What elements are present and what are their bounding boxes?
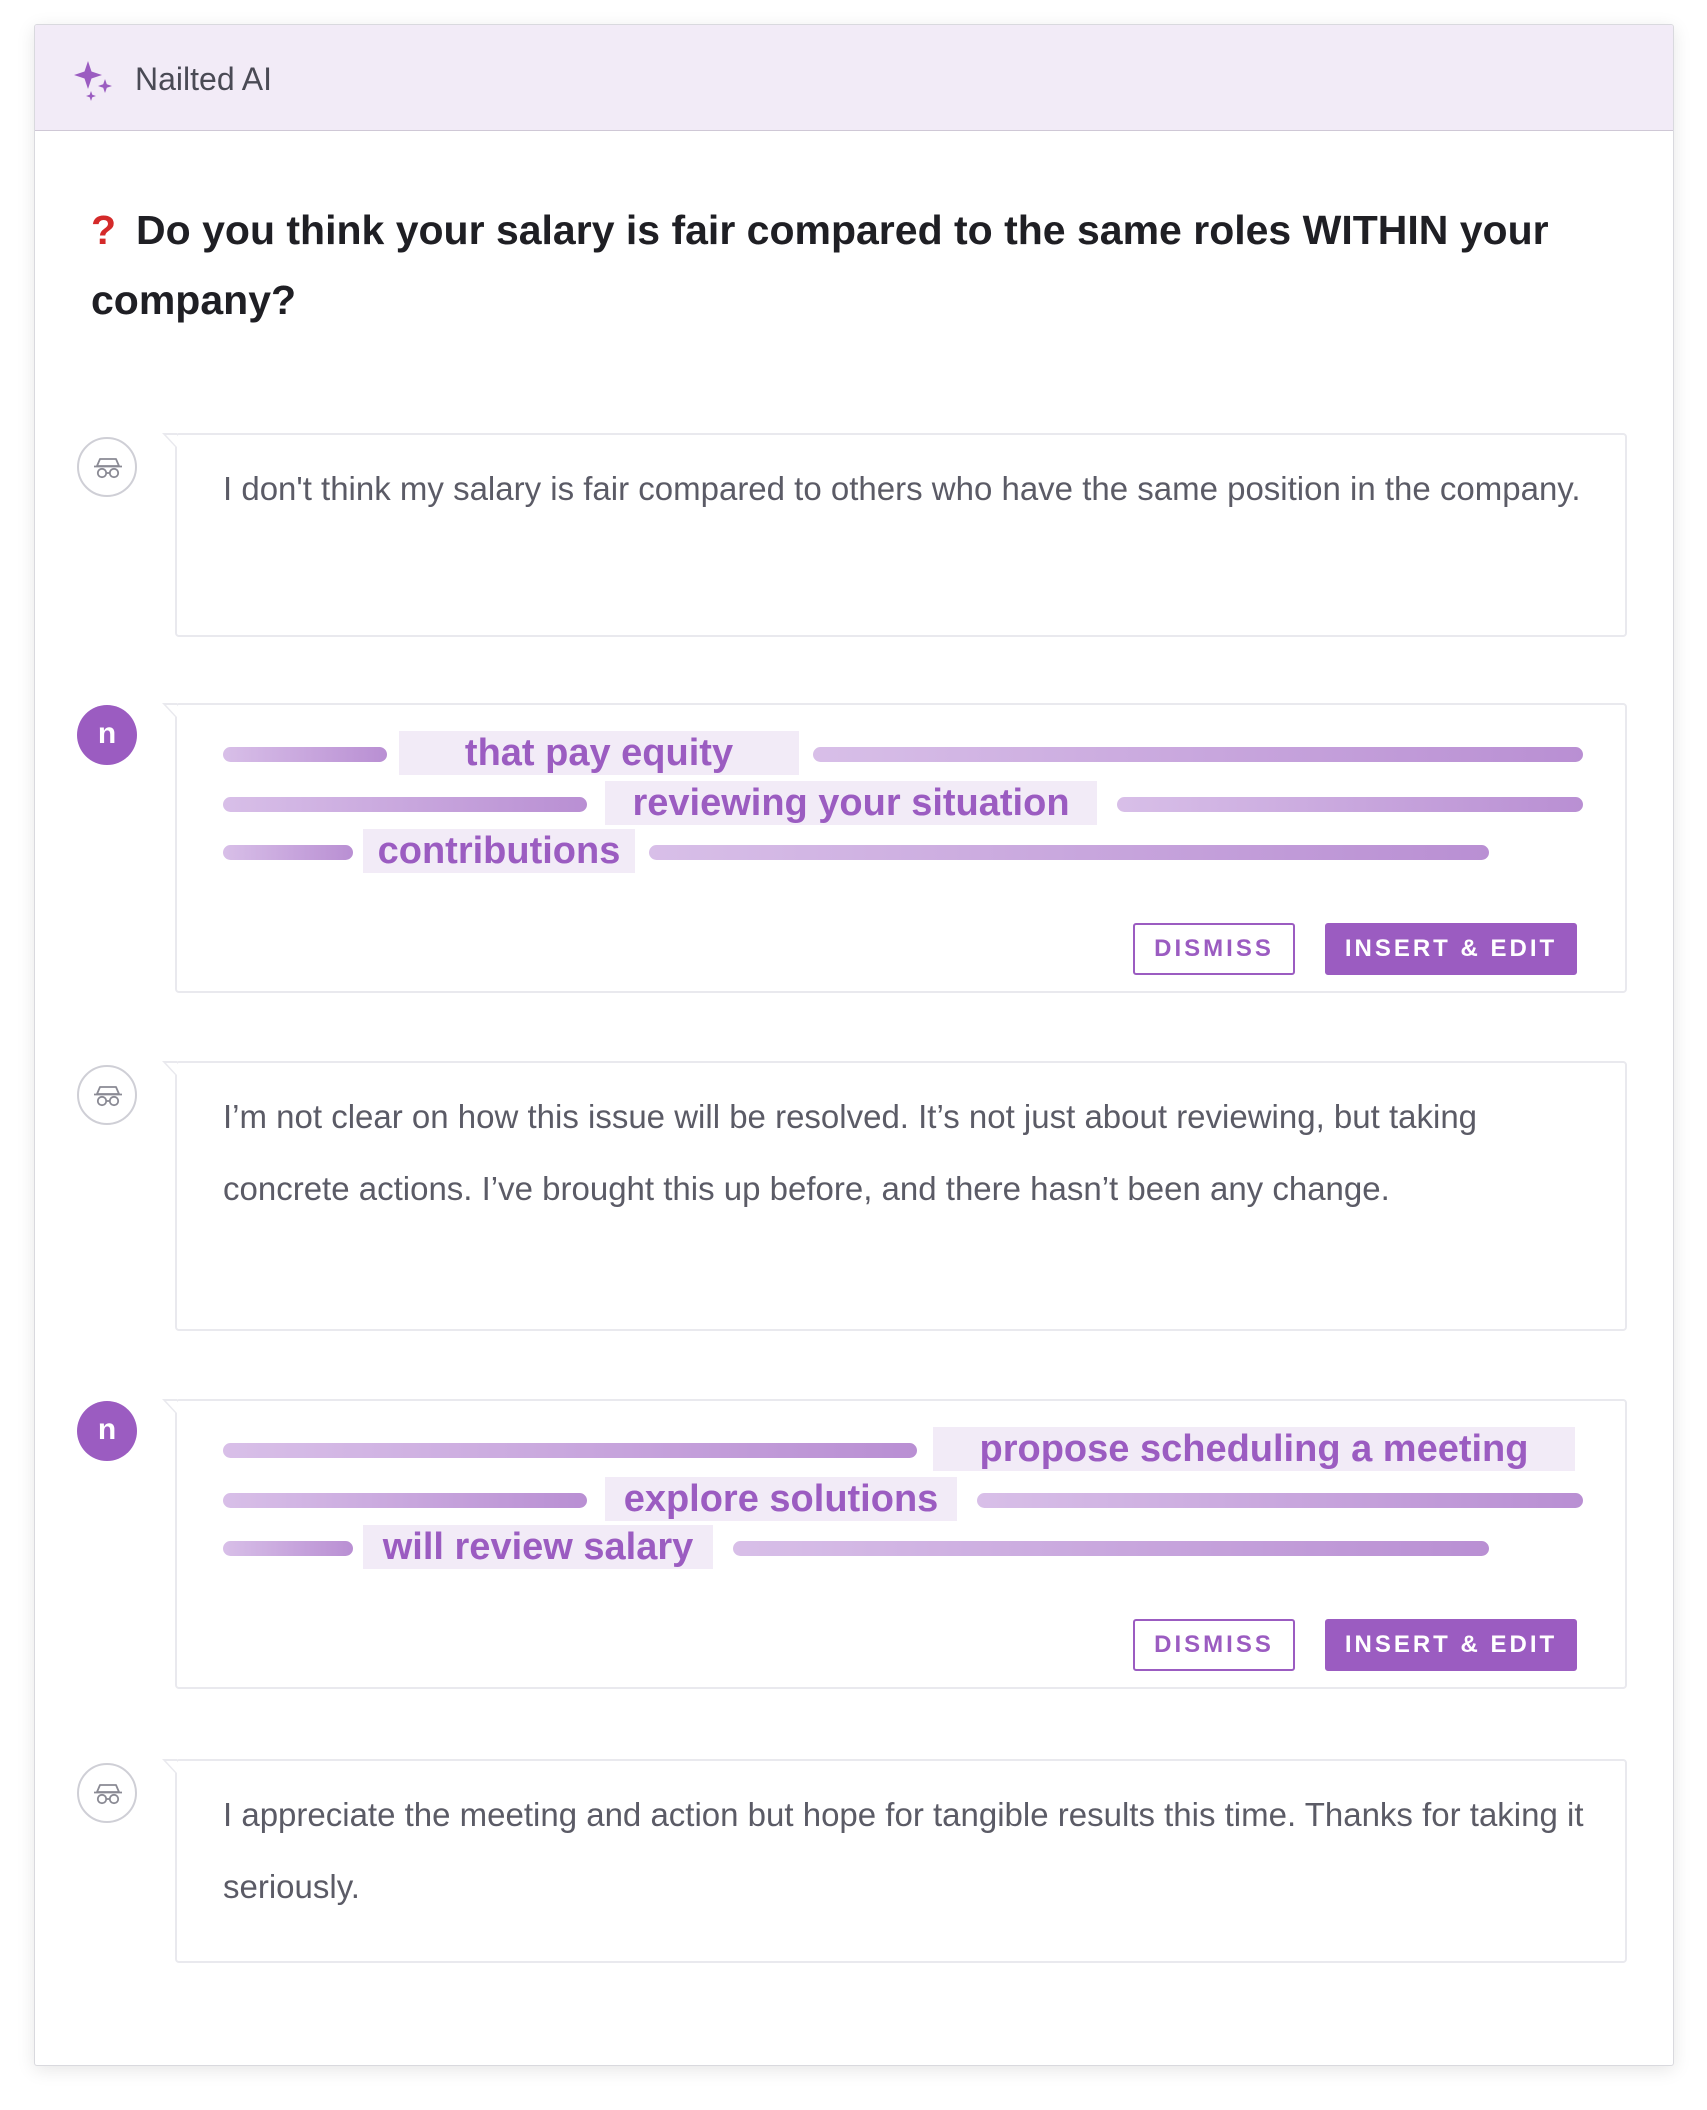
redacted-text-bar [813,747,1583,762]
sparkles-icon [71,57,117,103]
highlight-phrase: reviewing your situation [605,781,1097,825]
redacted-text-bar [1117,797,1583,812]
user-message-bubble [175,1759,1627,1963]
ai-suggestion-bubble [175,1399,1627,1689]
anonymous-user-avatar [77,437,137,497]
message-text: I appreciate the meeting and action but hope for tangible results this time. Thanks for taking it seriously. [223,1796,1584,1905]
user-message-bubble [175,433,1627,637]
highlight-phrase: propose scheduling a meeting [933,1427,1575,1471]
nailted-avatar: n [77,705,137,765]
insert-edit-button[interactable]: INSERT & EDIT [1325,1619,1577,1671]
redacted-text-bar [977,1493,1583,1508]
anonymous-user-avatar [77,1763,137,1823]
redacted-text-bar [223,747,387,762]
redacted-text-bar [223,1541,353,1556]
nailted-avatar: n [77,1401,137,1461]
highlight-phrase: explore solutions [605,1477,957,1521]
incognito-icon [93,1783,123,1805]
anonymous-user-avatar [77,1065,137,1125]
message-text: I don't think my salary is fair compared to others who have the same position in the company. [223,470,1581,507]
redacted-text-bar [223,797,587,812]
highlight-phrase: will review salary [363,1525,713,1569]
redacted-text-bar [223,1443,917,1458]
redacted-text-bar [223,1493,587,1508]
redacted-text-bar [223,845,353,860]
dismiss-button[interactable]: DISMISS [1133,1619,1295,1671]
question [91,195,1631,335]
highlight-phrase: contributions [363,829,635,873]
message-text: I’m not clear on how this issue will be resolved. It’s not just about reviewing, but taking concrete actions. I’ve brought this up before, and there hasn’t been any change. [223,1098,1478,1207]
app-title: Nailted AI [135,61,272,97]
incognito-icon [93,1085,123,1107]
insert-edit-button[interactable]: INSERT & EDIT [1325,923,1577,975]
dismiss-button[interactable]: DISMISS [1133,923,1295,975]
header [35,25,1673,131]
redacted-text-bar [649,845,1489,860]
redacted-text-bar [733,1541,1489,1556]
question-mark-icon: ? [91,207,117,253]
chat-card [34,24,1674,2066]
incognito-icon [93,457,123,479]
ai-suggestion-bubble [175,703,1627,993]
user-message-bubble [175,1061,1627,1331]
highlight-phrase: that pay equity [399,731,799,775]
question-text: Do you think your salary is fair compared to the same roles WITHIN your company? [91,207,1549,323]
